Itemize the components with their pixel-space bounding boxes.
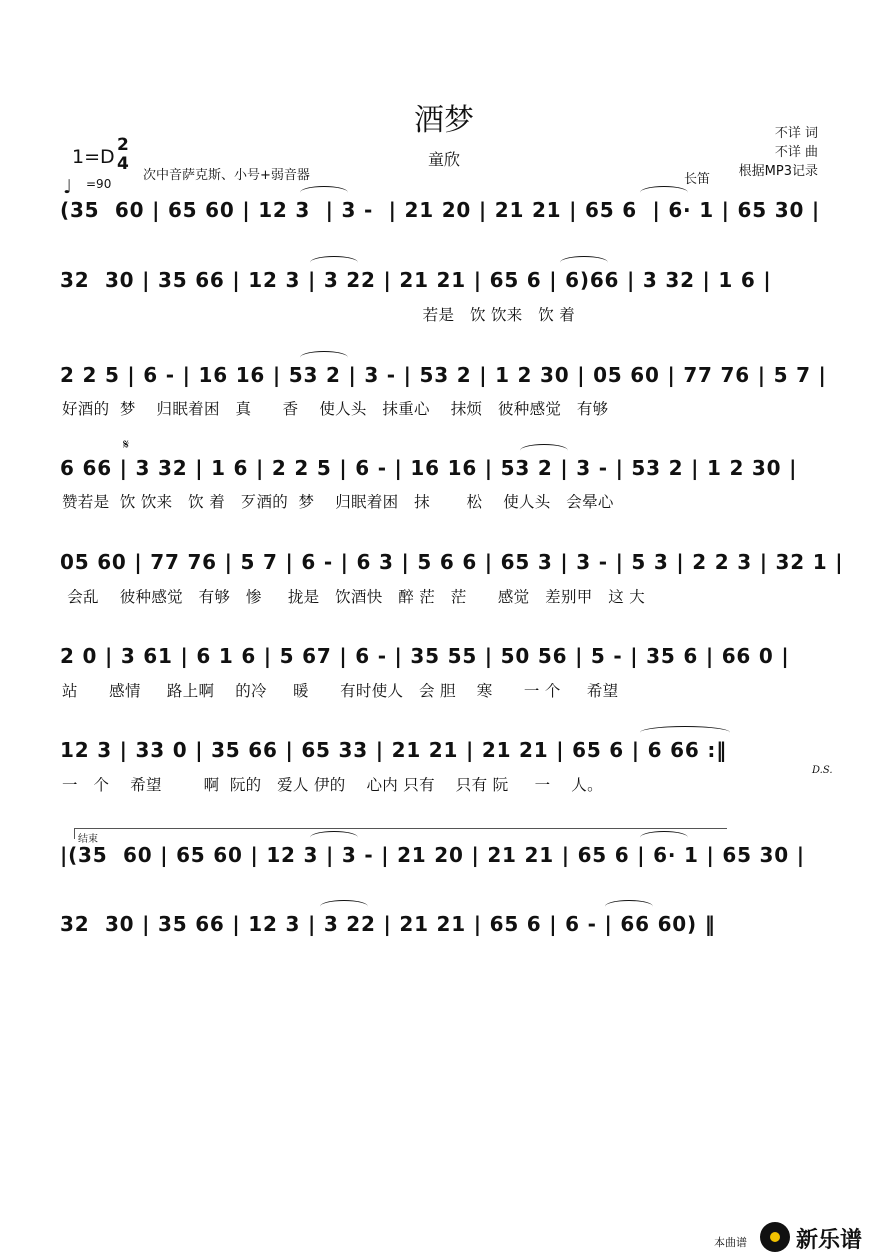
slur-mark [310,831,358,844]
score-line-4: 6 66 | 3 32 | 1 6 | 2 2 5 | 6 - | 16 16 | 53 2 | 3 - | 53 2 | 1 2 30 | [60,456,798,480]
score-line-9: 32 30 | 35 66 | 12 3 | 3 22 | 21 21 | 65 6 | 6 - | 66 60) ‖ [60,912,716,936]
time-signature-bottom: 4 [117,154,129,174]
singer-name: 童欣 [427,150,460,169]
score-line-8: |(35 60 | 65 60 | 12 3 | 3 - | 21 20 | 21 21 | 65 6 | 6· 1 | 65 30 | [60,843,805,867]
score-line-5: 05 60 | 77 76 | 5 7 | 6 - | 6 3 | 5 6 6 | 65 3 | 3 - | 5 3 | 2 2 3 | 32 1 | [60,550,844,574]
vinyl-disc-icon [760,1222,790,1252]
quarter-note-icon: ♩ [63,176,72,198]
slur-mark [520,444,568,457]
segno-icon: 𝄋 [123,437,130,453]
instrumentation: 次中音萨克斯、小号+弱音器 [143,168,310,183]
footer-label: 本曲谱 [714,1236,747,1249]
dal-segno-mark: D.S. [812,765,833,776]
song-title: 酒梦 [414,103,474,138]
ending-label: 结束 [78,834,98,845]
score-line-1: (35 60 | 65 60 | 12 3 | 3 - | 21 20 | 21 21 | 65 6 | 6· 1 | 65 30 | [60,198,821,222]
slur-mark [605,900,653,913]
slur-mark [560,256,608,269]
lyrics-line-6: 站 感情 路上啊 的冷 暖 有时使人 会 胆 寒 一 个 希望 [62,682,619,700]
source-credit: 根据MP3记录 [738,164,818,179]
time-signature [117,136,129,174]
score-line-6: 2 0 | 3 61 | 6 1 6 | 5 67 | 6 - | 35 55 | 50 56 | 5 - | 35 6 | 66 0 | [60,644,790,668]
lyrics-line-2: 若是 饮 饮来 饮 着 [62,306,576,324]
lyrics-line-5: 会乱 彼种感觉 有够 惨 拢是 饮酒快 醉 茫 茫 感觉 差别甲 这 大 [62,588,646,606]
slur-mark [300,186,348,199]
key-signature: 1=D [72,146,115,168]
slur-mark [300,351,348,364]
time-signature-top: 2 [117,135,129,155]
slur-mark [640,831,688,844]
score-line-7: 12 3 | 33 0 | 35 66 | 65 33 | 21 21 | 21 21 | 65 6 | 6 66 :‖ [60,738,727,762]
lyricist-credit: 不详 词 [774,126,818,141]
slur-mark [640,186,688,199]
score-line-3: 2 2 5 | 6 - | 16 16 | 53 2 | 3 - | 53 2 | 1 2 30 | 05 60 | 77 76 | 5 7 | [60,363,827,387]
brand-logo-text[interactable]: 新乐谱 [796,1228,863,1253]
lyrics-line-3: 好酒的 梦 归眠着困 真 香 使人头 抹重心 抹烦 彼种感觉 有够 [62,400,609,418]
tempo-marking: =90 [86,177,112,191]
slur-mark [320,900,368,913]
lyrics-line-7: 一 个 希望 啊 阮的 爱人 伊的 心内 只有 只有 阮 一 人。 [62,776,603,794]
slur-mark [640,726,730,739]
flute-cue: 长笛 [684,172,711,187]
composer-credit: 不详 曲 [774,145,818,160]
score-line-2: 32 30 | 35 66 | 12 3 | 3 22 | 21 21 | 65 6 | 6)66 | 3 32 | 1 6 | [60,268,772,292]
slur-mark [310,256,358,269]
ending-bracket [74,828,727,839]
lyrics-line-4: 赞若是 饮 饮来 饮 着 歹酒的 梦 归眠着困 抹 松 使人头 会晕心 [62,493,614,511]
